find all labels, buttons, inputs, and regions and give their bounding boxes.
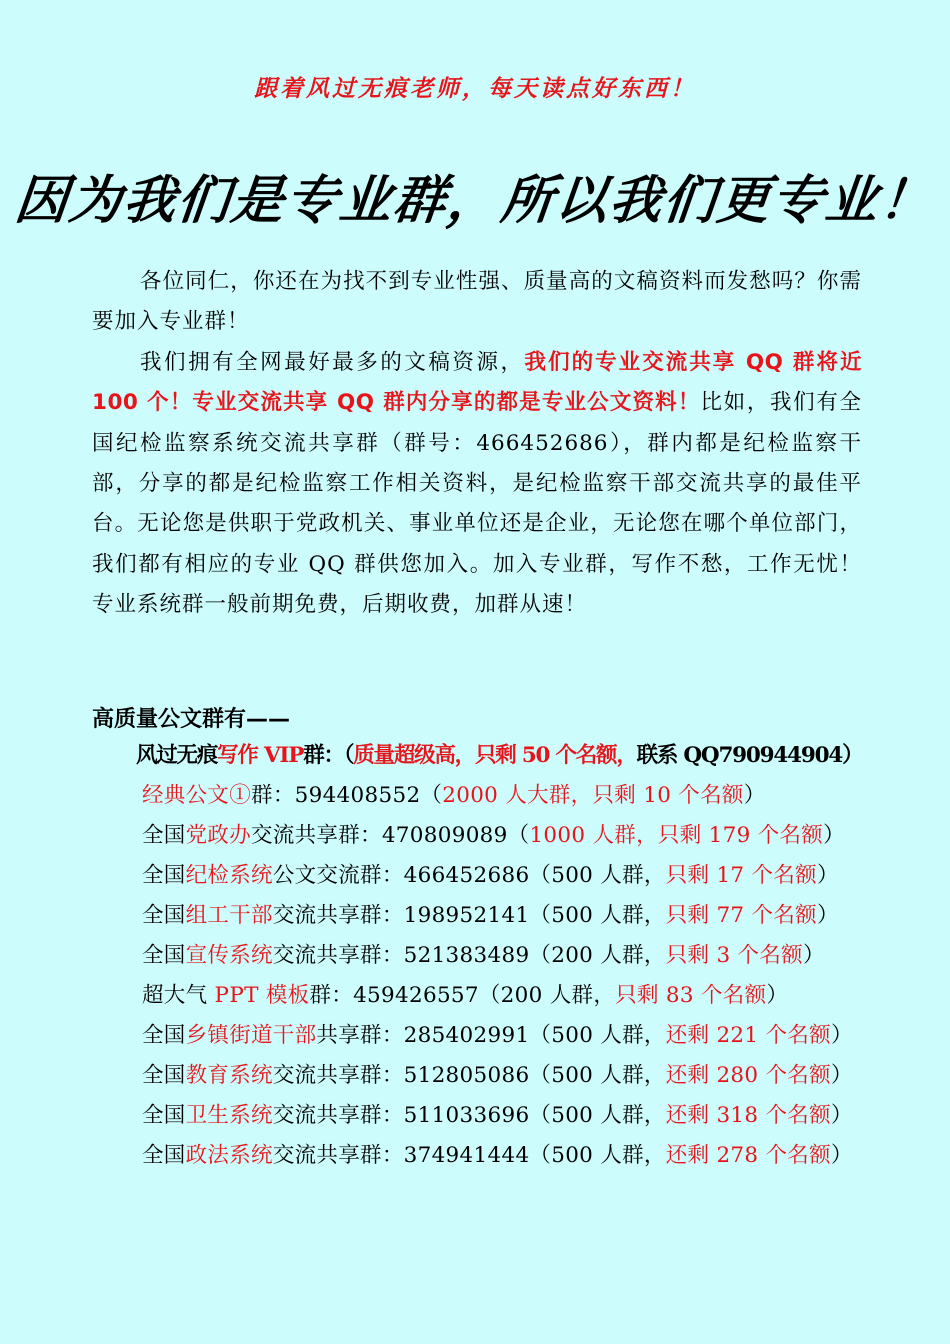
group-text: ）	[830, 1143, 853, 1168]
group-text: ）	[802, 943, 825, 968]
group-text: 交流共享群：512805086（500 人群，	[272, 1063, 666, 1088]
group-text: 交流共享群：198952141（500 人群，	[272, 903, 666, 928]
group-highlight: 经典公文①	[142, 783, 252, 808]
group-text: 全国	[142, 1023, 186, 1048]
group-highlight: 还剩 318 个名额	[665, 1103, 831, 1128]
group-text: 风过无痕	[136, 743, 218, 768]
group-text: 全国	[142, 1103, 186, 1128]
group-highlight: 只剩 17 个名额	[665, 863, 817, 888]
group-row	[142, 778, 766, 809]
group-highlight: 2000 人大群，只剩 10 个名额	[442, 783, 744, 808]
group-row	[142, 938, 825, 969]
group-list-heading: 高质量公文群有——	[92, 707, 291, 732]
group-text: ）	[743, 783, 766, 808]
group-highlight: 乡镇街道干部	[185, 1023, 317, 1048]
group-highlight: 1000 人群，只剩 179 个名额	[529, 823, 824, 848]
group-highlight: 只剩 3 个名额	[665, 943, 803, 968]
group-highlight: 政法系统	[185, 1143, 273, 1168]
group-text: 共享群：285402991（500 人群，	[316, 1023, 666, 1048]
group-highlight: 教育系统	[185, 1063, 273, 1088]
group-text: 交流共享群：374941444（500 人群，	[272, 1143, 666, 1168]
group-text: 全国	[142, 1143, 186, 1168]
group-text: ）	[830, 1103, 853, 1128]
group-text: 交流共享群：511033696（500 人群，	[272, 1103, 666, 1128]
group-row	[142, 898, 839, 929]
group-text: 公文交流群：466452686（500 人群，	[272, 863, 666, 888]
group-text: ）	[830, 1023, 853, 1048]
intro-paragraph-1: 各位同仁，你还在为找不到专业性强、质量高的文稿资料而发愁吗？你需要加入专业群！	[92, 269, 862, 335]
group-highlight: 质量超级高，只剩 50 个名额，	[353, 743, 637, 768]
group-row	[142, 1138, 853, 1169]
group-text: 全国	[142, 1063, 186, 1088]
tagline: 跟着风过无痕老师，每天读点好东西！	[254, 75, 696, 102]
group-text: 全国	[142, 823, 186, 848]
group-highlight: 党政办	[185, 823, 252, 848]
intro-p2-start: 我们拥有全网最好最多的文稿资源，	[140, 349, 525, 375]
group-text: 群：459426557（200 人群，	[309, 983, 616, 1008]
group-highlight: PPT 模板	[214, 983, 310, 1008]
group-highlight: 只剩 77 个名额	[665, 903, 817, 928]
group-highlight: 纪检系统	[185, 863, 273, 888]
group-text: ）	[830, 1063, 853, 1088]
group-text: 全国	[142, 863, 186, 888]
group-row	[136, 738, 862, 769]
intro-text	[92, 262, 862, 626]
group-highlight: 宣传系统	[185, 943, 273, 968]
group-row	[142, 1058, 853, 1089]
group-text: 群：（	[303, 743, 354, 768]
group-text: ）	[766, 983, 789, 1008]
group-text: 交流共享群：521383489（200 人群，	[272, 943, 666, 968]
group-highlight: 写作 VIP	[217, 743, 304, 768]
group-highlight: 只剩 83 个名额	[615, 983, 767, 1008]
group-row	[142, 978, 788, 1009]
headline: 因为我们是专业群，所以我们更专业！	[12, 170, 937, 231]
group-highlight: 组工干部	[185, 903, 273, 928]
group-row	[142, 858, 839, 889]
group-row	[142, 1018, 853, 1049]
group-text: 全国	[142, 943, 186, 968]
intro-p2-end: 比如，我们有全国纪检监察系统交流共享群（群号：466452686），群内都是纪检监察干部，分享的都是纪检监察工作相关资料，是纪检监察干部交流共享的最佳平台。无论您是供职于党政机关、事业单位还是企业，无论您在哪个单位部门，我们都有相应的专业 QQ 群供您加入。加入专业群，写作不愁，工作无忧！专业系统群一般前期免费，后期收费，加群从速！	[92, 390, 862, 618]
group-text: 全国	[142, 903, 186, 928]
group-highlight: 还剩 278 个名额	[665, 1143, 831, 1168]
group-text: ）	[816, 903, 839, 928]
group-text: 群：594408552（	[251, 783, 443, 808]
group-highlight: 还剩 221 个名额	[665, 1023, 831, 1048]
group-text: ）	[823, 823, 845, 848]
intro-highlight: 我们的专业交流共享 QQ 群将近 100 个！专业交流共享 QQ 群内分享的都是专业公文资料！	[92, 349, 862, 416]
group-text: 交流共享群：470809089（	[251, 823, 530, 848]
intro-paragraph-2	[92, 343, 862, 626]
group-text: 超大气	[142, 983, 215, 1008]
group-text: ）	[816, 863, 839, 888]
group-highlight: 还剩 280 个名额	[665, 1063, 831, 1088]
group-text: 联系 QQ790944904）	[636, 743, 863, 768]
group-highlight: 卫生系统	[185, 1103, 273, 1128]
group-row	[142, 1098, 853, 1129]
group-row	[142, 818, 845, 849]
